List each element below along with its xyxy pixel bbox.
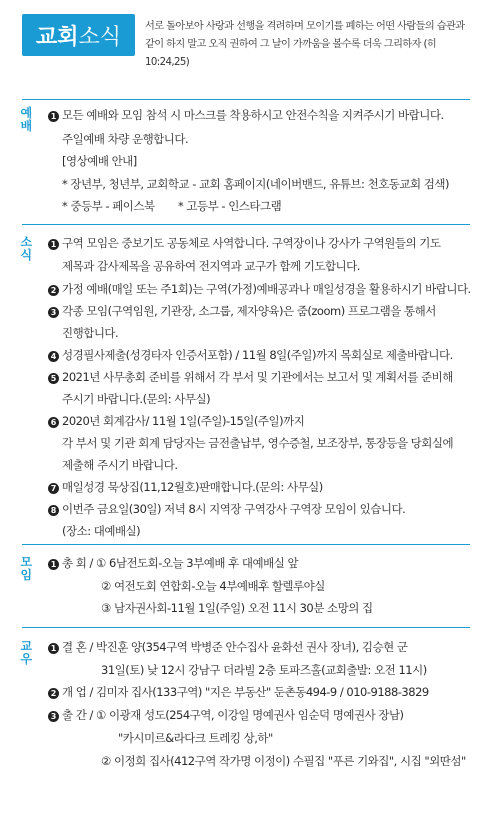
- item-text: "카시미르&라다크 트레킹 상,하": [118, 731, 273, 745]
- number-badge: 1: [48, 111, 59, 122]
- label-char: 임: [20, 568, 32, 582]
- item-text: (장소: 대예배실): [62, 524, 141, 538]
- list-item: [62, 175, 449, 193]
- item-text: 각종 모임(구역임원, 기관장, 소그룹, 제자양육)은 줌(zoom) 프로그램을 통해서: [62, 304, 436, 318]
- item-text: ③ 남자권사회-11월 1일(주일) 오전 11시 30분 소망의 집: [101, 601, 373, 615]
- list-item: [48, 368, 453, 386]
- section-label-worship: [19, 107, 33, 133]
- list-item: [48, 346, 453, 364]
- list-item: [48, 302, 436, 320]
- item-text: ② 여전도회 연합회-오늘 4부예배후 할렐루야실: [101, 579, 325, 593]
- list-item: [118, 729, 273, 747]
- label-char: 소: [20, 235, 32, 249]
- section-divider: [22, 224, 470, 225]
- section-label-news: [19, 236, 33, 262]
- item-text: 이번주 금요일(30일) 저녁 8시 지역장 구역강사 구역장 모임이 있습니다.: [62, 502, 406, 516]
- bulletin-header: [0, 0, 490, 80]
- list-item: [48, 234, 441, 252]
- item-text: 성경필사제출(성경타자 인증서포함) / 11월 8일(주일)까지 목회실로 제출바랍니다.: [62, 348, 453, 362]
- number-badge: 2: [48, 688, 59, 699]
- section-label-meeting: [19, 556, 33, 582]
- scripture-verse: [145, 18, 475, 72]
- item-text: 제출해 주시기 바랍니다.: [62, 458, 178, 472]
- list-item: [62, 522, 140, 540]
- verse-line: 같이 하지 말고 오직 권하여 그 날이 가까움을 볼수록 더욱 그리하자 (히10:24,25): [145, 39, 437, 68]
- list-item: [101, 752, 466, 770]
- list-item: [48, 478, 323, 496]
- list-item: [101, 599, 373, 617]
- item-text: 2021년 사무총회 준비를 위해서 각 부서 및 기관에서는 보고서 및 계획서를 준비해: [62, 370, 453, 384]
- title-bold: 교회: [35, 24, 79, 50]
- number-badge: 3: [48, 711, 59, 722]
- list-item: [48, 500, 405, 518]
- list-item: [48, 683, 429, 701]
- list-item: [62, 257, 360, 275]
- item-text: 매일성경 묵상집(11,12월호)판매합니다.(문의: 사무실): [62, 480, 323, 494]
- number-badge: 8: [48, 505, 59, 516]
- item-text: 주일예배 차량 운행합니다.: [62, 132, 189, 146]
- number-badge: 3: [48, 307, 59, 318]
- item-text: 31일(토) 낮 12시 강남구 더라빌 2층 토파즈홀(교회출발: 오전 11시): [101, 663, 427, 677]
- item-text: * 중등부 - 페이스북: [62, 199, 155, 213]
- section-divider: [22, 99, 470, 100]
- title-light: 소식: [78, 24, 122, 50]
- item-text: 각 부서 및 기관 회계 담당자는 금전출납부, 영수증철, 보조장부, 통장등을 당회실에: [62, 436, 454, 450]
- list-item: [62, 324, 118, 342]
- item-text: 제목과 감사제목을 공유하여 전지역과 교구가 함께 기도합니다.: [62, 259, 360, 273]
- section-divider: [22, 627, 470, 628]
- item-text: * 고등부 - 인스타그램: [178, 199, 282, 213]
- item-text: * 장년부, 청년부, 교회학교 - 교회 홈페이지(네이버밴드, 유튜브: 천호동교회 검색): [62, 177, 449, 191]
- item-text: [영상예배 안내]: [62, 154, 137, 168]
- section-divider: [22, 544, 470, 545]
- list-item: [48, 706, 404, 724]
- item-text: 2020년 회계감사/ 11월 1일(주일)-15일(주일)까지: [62, 414, 305, 428]
- item-text: 가정 예배(매일 또는 주1회)는 구역(가정)예배공과나 매일성경을 활용하시기 바랍니다.: [62, 282, 471, 296]
- section-title-badge: [22, 14, 135, 56]
- label-char: 우: [20, 652, 32, 666]
- list-item: [48, 554, 298, 572]
- list-item: [62, 197, 155, 215]
- label-char: 배: [20, 119, 32, 133]
- number-badge: 5: [48, 373, 59, 384]
- item-text: 총 회 / ① 6남전도회-오늘 3부예배 후 대예배실 앞: [62, 556, 299, 570]
- item-text: 출 간 / ① 이광재 성도(254구역, 이강일 명예권사 임순덕 명예권사 장남): [62, 708, 404, 722]
- item-text: 모든 예배와 모임 참석 시 마스크를 착용하시고 안전수칙을 지켜주시기 바랍니다.: [62, 108, 444, 122]
- number-badge: 1: [48, 239, 59, 250]
- number-badge: 1: [48, 643, 59, 654]
- list-item: [48, 280, 471, 298]
- list-item: [62, 390, 210, 408]
- item-text: 주시기 바랍니다.(문의: 사무실): [62, 392, 211, 406]
- label-char: 식: [20, 248, 32, 262]
- item-text: 개 업 / 김미자 집사(133구역) "지은 부동산" 둔촌동494-9 / 010-9188-3829: [62, 685, 429, 699]
- item-text: ② 이정희 집사(412구역 작가명 이정이) 수필집 "푸른 기와집", 시집 "외딴섬": [101, 754, 466, 768]
- section-label-members: [19, 640, 33, 666]
- item-text: 진행합니다.: [62, 326, 119, 340]
- label-char: 교: [20, 639, 32, 653]
- list-item: [48, 106, 444, 124]
- list-item: [48, 638, 408, 656]
- label-char: 모: [20, 555, 32, 569]
- number-badge: 6: [48, 417, 59, 428]
- number-badge: 2: [48, 285, 59, 296]
- list-item: [101, 577, 325, 595]
- number-badge: 4: [48, 351, 59, 362]
- list-item: [178, 197, 281, 215]
- verse-line: 서로 돌아보아 사랑과 선행을 격려하며 모이기를 폐하는 어떤 사람들의 습관과: [145, 21, 465, 32]
- list-item: [62, 152, 137, 170]
- item-text: 결 혼 / 박진훈 양(354구역 박병준 안수집사 윤화선 권사 장녀), 김승현 군: [62, 640, 408, 654]
- list-item: [48, 412, 304, 430]
- list-item: [62, 130, 188, 148]
- list-item: [101, 661, 427, 679]
- label-char: 예: [20, 106, 32, 120]
- item-text: 구역 모임은 중보기도 공동체로 사역합니다. 구역장이나 강사가 구역원들의 기도: [62, 236, 441, 250]
- list-item: [62, 434, 453, 452]
- number-badge: 1: [48, 559, 59, 570]
- list-item: [62, 456, 178, 474]
- number-badge: 7: [48, 483, 59, 494]
